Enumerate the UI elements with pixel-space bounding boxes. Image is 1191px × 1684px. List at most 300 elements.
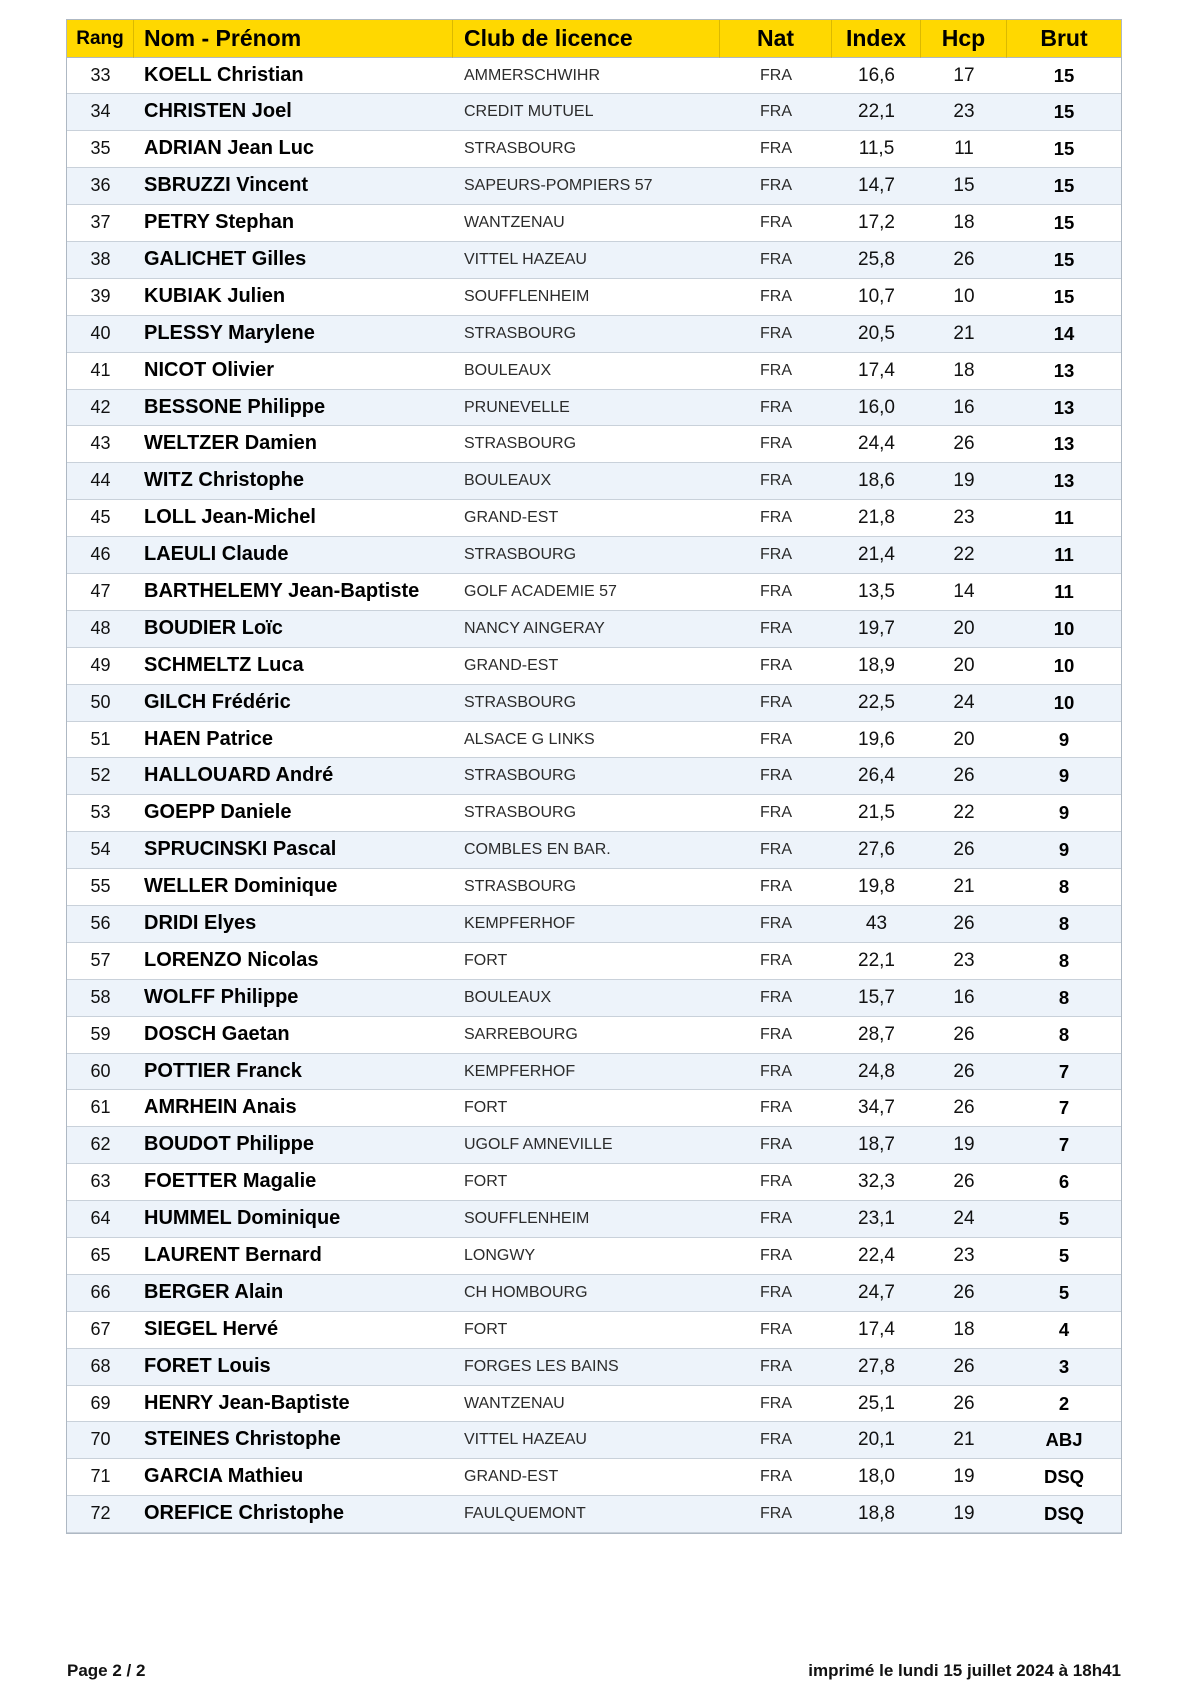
table-row <box>67 832 1121 869</box>
gross-score-cell: 8 <box>1058 949 1070 971</box>
player-name-cell: BOUDIER Loïc <box>144 616 283 639</box>
index-cell: 24,8 <box>858 1060 895 1082</box>
club-cell: STRASBOURG <box>464 878 577 896</box>
gross-score-cell: 13 <box>1053 470 1075 492</box>
nationality-cell: FRA <box>760 287 792 305</box>
nationality-cell: FRA <box>760 1136 792 1154</box>
gross-score-cell: 15 <box>1053 175 1075 197</box>
index-cell: 17,4 <box>858 359 895 381</box>
gross-score-cell: 5 <box>1058 1208 1070 1230</box>
rank-cell: 45 <box>90 507 111 528</box>
gross-score-cell: 10 <box>1053 617 1075 639</box>
table-row <box>67 316 1121 353</box>
handicap-cell: 22 <box>953 544 975 566</box>
table-row <box>67 722 1121 759</box>
player-name-cell: POTTIER Franck <box>144 1059 302 1082</box>
rank-cell: 65 <box>90 1245 111 1265</box>
handicap-cell: 18 <box>953 359 975 381</box>
handicap-cell: 18 <box>953 1318 975 1340</box>
gross-score-cell: 8 <box>1058 876 1070 898</box>
index-cell: 26,4 <box>858 765 895 787</box>
player-name-cell: SPRUCINSKI Pascal <box>144 838 337 861</box>
handicap-cell: 18 <box>953 212 975 234</box>
gross-score-cell: 6 <box>1058 1171 1070 1193</box>
player-name-cell: GARCIA Mathieu <box>144 1465 304 1488</box>
table-row <box>67 426 1121 463</box>
rank-cell: 52 <box>90 765 111 786</box>
index-cell: 18,6 <box>858 470 895 492</box>
table-row <box>67 1090 1121 1127</box>
player-name-cell: HALLOUARD André <box>144 764 334 787</box>
player-name-cell: PETRY Stephan <box>144 211 295 234</box>
gross-score-cell: DSQ <box>1043 1466 1085 1488</box>
handicap-cell: 26 <box>953 912 975 934</box>
gross-score-cell: DSQ <box>1043 1503 1085 1525</box>
index-cell: 24,7 <box>858 1281 895 1303</box>
rank-cell: 68 <box>90 1355 111 1376</box>
table-row <box>67 758 1121 795</box>
table-row <box>67 1496 1121 1533</box>
nationality-cell: FRA <box>760 1431 792 1449</box>
club-cell: GRAND-EST <box>464 656 559 674</box>
club-cell: SARREBOURG <box>464 1025 578 1043</box>
rank-cell: 40 <box>90 322 111 343</box>
index-cell: 16,6 <box>858 64 895 86</box>
club-cell: PRUNEVELLE <box>464 398 570 416</box>
table-row <box>67 205 1121 242</box>
player-name-cell: BESSONE Philippe <box>144 395 326 418</box>
gross-score-cell: 8 <box>1058 912 1070 934</box>
index-cell: 20,5 <box>858 322 895 344</box>
club-cell: FORT <box>464 1173 508 1191</box>
handicap-cell: 20 <box>953 654 975 676</box>
club-cell: BOULEAUX <box>464 988 552 1006</box>
gross-score-cell: ABJ <box>1045 1429 1083 1451</box>
rank-cell: 51 <box>90 728 111 749</box>
table-row <box>67 168 1121 205</box>
gross-score-cell: 13 <box>1053 359 1075 381</box>
gross-score-cell: 10 <box>1053 691 1075 713</box>
rank-cell: 61 <box>90 1097 111 1118</box>
index-cell: 24,4 <box>858 433 895 455</box>
index-cell: 27,8 <box>858 1355 895 1377</box>
player-name-cell: HAEN Patrice <box>144 727 273 750</box>
handicap-cell: 26 <box>953 1097 975 1119</box>
handicap-cell: 26 <box>953 765 975 787</box>
rank-cell: 72 <box>90 1503 111 1524</box>
index-cell: 17,2 <box>858 212 895 234</box>
rank-cell: 55 <box>90 876 111 897</box>
player-name-cell: LAURENT Bernard <box>144 1244 322 1266</box>
club-cell: STRASBOURG <box>464 767 577 785</box>
club-cell: KEMPFERHOF <box>464 914 576 932</box>
index-cell: 25,1 <box>858 1392 895 1414</box>
handicap-cell: 26 <box>953 839 975 861</box>
handicap-cell: 16 <box>953 396 975 418</box>
nationality-cell: FRA <box>760 66 792 84</box>
rank-cell: 36 <box>90 175 111 196</box>
index-cell: 20,1 <box>858 1429 895 1451</box>
table-row <box>67 980 1121 1017</box>
player-name-cell: KUBIAK Julien <box>144 284 286 307</box>
gross-score-cell: 8 <box>1058 986 1070 1008</box>
player-name-cell: AMRHEIN Anais <box>144 1096 297 1119</box>
gross-score-cell: 7 <box>1058 1060 1070 1082</box>
gross-score-cell: 7 <box>1058 1097 1070 1119</box>
player-name-cell: OREFICE Christophe <box>144 1502 345 1525</box>
page-number: Page 2 / 2 <box>67 1661 146 1680</box>
player-name-cell: LOLL Jean-Michel <box>144 506 316 529</box>
player-name-cell: BARTHELEMY Jean-Baptiste <box>144 579 420 602</box>
table-row <box>67 58 1121 95</box>
table-row <box>67 131 1121 168</box>
gross-score-cell: 15 <box>1053 138 1075 160</box>
gross-score-cell: 5 <box>1058 1281 1070 1303</box>
table-row <box>67 1017 1121 1054</box>
club-cell: ALSACE G LINKS <box>464 730 595 748</box>
handicap-cell: 21 <box>953 876 975 898</box>
handicap-cell: 23 <box>953 1245 975 1266</box>
index-cell: 11,5 <box>858 138 895 160</box>
player-name-cell: FORET Louis <box>144 1354 271 1377</box>
table-row <box>67 611 1121 648</box>
handicap-cell: 19 <box>953 1466 975 1488</box>
handicap-cell: 26 <box>953 1392 975 1414</box>
table-row <box>67 1164 1121 1201</box>
nationality-cell: FRA <box>760 177 792 195</box>
player-name-cell: NICOT Olivier <box>144 358 275 381</box>
gross-score-cell: 3 <box>1058 1355 1070 1377</box>
player-name-cell: WITZ Christophe <box>144 469 304 492</box>
club-cell: KEMPFERHOF <box>464 1062 576 1080</box>
handicap-cell: 26 <box>953 1281 975 1303</box>
handicap-cell: 26 <box>953 1355 975 1377</box>
club-cell: CH HOMBOURG <box>464 1283 588 1301</box>
nationality-cell: FRA <box>760 324 792 342</box>
index-cell: 18,0 <box>858 1466 895 1488</box>
index-cell: 22,4 <box>858 1245 895 1266</box>
club-cell: FORGES LES BAINS <box>464 1357 619 1375</box>
nationality-cell: FRA <box>760 767 792 785</box>
player-name-cell: BERGER Alain <box>144 1280 284 1303</box>
player-name-cell: HENRY Jean-Baptiste <box>144 1391 350 1414</box>
player-name-cell: CHRISTEN Joel <box>144 100 292 123</box>
player-name-cell: WELTZER Damien <box>144 432 317 455</box>
player-name-cell: LAEULI Claude <box>144 543 289 566</box>
index-cell: 21,4 <box>858 544 895 566</box>
club-cell: WANTZENAU <box>464 1394 565 1412</box>
club-cell: WANTZENAU <box>464 214 565 232</box>
player-name-cell: DRIDI Elyes <box>144 911 257 934</box>
rank-cell: 35 <box>90 138 111 159</box>
gross-score-cell: 15 <box>1053 101 1075 123</box>
nationality-cell: FRA <box>760 619 792 637</box>
club-cell: SOUFFLENHEIM <box>464 1210 590 1228</box>
index-cell: 19,7 <box>858 617 895 639</box>
nationality-cell: FRA <box>760 1099 792 1117</box>
index-cell: 21,5 <box>858 802 895 824</box>
rank-cell: 41 <box>90 359 111 380</box>
club-cell: BOULEAUX <box>464 472 552 490</box>
rank-cell: 60 <box>90 1060 111 1081</box>
rank-cell: 57 <box>90 949 111 970</box>
index-cell: 34,7 <box>858 1097 895 1119</box>
table-row <box>67 242 1121 279</box>
rank-cell: 70 <box>90 1429 111 1450</box>
player-name-cell: FOETTER Magalie <box>144 1170 317 1193</box>
club-cell: LONGWY <box>464 1247 536 1264</box>
index-cell: 23,1 <box>858 1208 895 1230</box>
player-name-cell: LORENZO Nicolas <box>144 948 319 971</box>
table-row <box>67 1275 1121 1312</box>
rank-cell: 43 <box>90 433 111 454</box>
handicap-cell: 23 <box>953 101 975 123</box>
club-cell: FORT <box>464 1320 508 1338</box>
results-table <box>67 20 1121 1533</box>
gross-score-cell: 9 <box>1058 802 1070 824</box>
index-cell: 15,7 <box>858 986 895 1008</box>
player-name-cell: WOLFF Philippe <box>144 985 299 1008</box>
handicap-cell: 16 <box>953 986 975 1008</box>
handicap-cell: 26 <box>953 248 975 270</box>
club-cell: SAPEURS-POMPIERS 57 <box>464 177 653 195</box>
club-cell: STRASBOURG <box>464 693 577 711</box>
nationality-cell: FRA <box>760 951 792 969</box>
nationality-cell: FRA <box>760 914 792 932</box>
gross-score-cell: 14 <box>1053 322 1075 344</box>
rank-cell: 62 <box>90 1134 111 1155</box>
club-cell: CREDIT MUTUEL <box>464 103 594 121</box>
index-cell: 22,1 <box>858 101 895 123</box>
handicap-cell: 21 <box>953 322 975 344</box>
index-cell: 25,8 <box>858 248 895 270</box>
nationality-cell: FRA <box>760 730 792 748</box>
index-cell: 18,7 <box>858 1134 895 1156</box>
handicap-cell: 19 <box>953 1134 975 1156</box>
club-cell: SOUFFLENHEIM <box>464 287 590 305</box>
gross-score-cell: 9 <box>1058 765 1070 787</box>
rank-cell: 66 <box>90 1281 111 1302</box>
table-row <box>67 574 1121 611</box>
nationality-cell: FRA <box>760 509 792 527</box>
rank-cell: 54 <box>90 839 111 860</box>
handicap-cell: 20 <box>953 617 975 639</box>
nationality-cell: FRA <box>760 1505 792 1523</box>
rank-cell: 58 <box>90 986 111 1007</box>
nationality-cell: FRA <box>760 103 792 121</box>
column-header-rank: Rang <box>67 20 134 58</box>
table-row <box>67 353 1121 390</box>
table-row <box>67 1054 1121 1091</box>
handicap-cell: 23 <box>953 949 975 971</box>
table-row <box>67 1422 1121 1459</box>
player-name-cell: GALICHET Gilles <box>144 247 307 270</box>
nationality-cell: FRA <box>760 988 792 1006</box>
nationality-cell: FRA <box>760 1247 792 1264</box>
gross-score-cell: 5 <box>1058 1245 1070 1266</box>
handicap-cell: 20 <box>953 728 975 750</box>
rank-cell: 63 <box>90 1171 111 1192</box>
rank-cell: 64 <box>90 1208 111 1229</box>
nationality-cell: FRA <box>760 1320 792 1338</box>
table-row <box>67 869 1121 906</box>
club-cell: STRASBOURG <box>464 435 577 453</box>
club-cell: COMBLES EN BAR. <box>464 841 611 859</box>
rank-cell: 56 <box>90 912 111 933</box>
column-header-club: Club de licence <box>453 20 720 58</box>
handicap-cell: 26 <box>953 433 975 455</box>
index-cell: 43 <box>865 912 888 934</box>
rank-cell: 49 <box>90 654 111 675</box>
club-cell: STRASBOURG <box>464 324 577 342</box>
nationality-cell: FRA <box>760 472 792 490</box>
handicap-cell: 19 <box>953 470 975 492</box>
gross-score-cell: 7 <box>1058 1134 1070 1156</box>
nationality-cell: FRA <box>760 582 792 600</box>
table-row <box>67 390 1121 427</box>
handicap-cell: 10 <box>953 285 975 307</box>
gross-score-cell: 11 <box>1054 544 1074 566</box>
club-cell: BOULEAUX <box>464 361 552 379</box>
player-name-cell: ADRIAN Jean Luc <box>144 137 315 160</box>
handicap-cell: 19 <box>953 1503 975 1525</box>
gross-score-cell: 11 <box>1054 507 1074 529</box>
column-header-player-name: Nom - Prénom <box>134 20 453 58</box>
gross-score-cell: 9 <box>1058 728 1070 750</box>
table-row <box>67 1459 1121 1496</box>
club-cell: FORT <box>464 951 508 969</box>
club-cell: STRASBOURG <box>464 804 577 822</box>
table-row <box>67 537 1121 574</box>
club-cell: STRASBOURG <box>464 140 577 158</box>
gross-score-cell: 13 <box>1053 396 1075 418</box>
gross-score-cell: 15 <box>1053 248 1075 270</box>
club-cell: VITTEL HAZEAU <box>464 250 587 268</box>
gross-score-cell: 15 <box>1053 64 1075 86</box>
gross-score-cell: 15 <box>1053 285 1075 307</box>
rank-cell: 47 <box>90 580 111 601</box>
club-cell: FAULQUEMONT <box>464 1505 586 1523</box>
nationality-cell: FRA <box>760 361 792 379</box>
club-cell: AMMERSCHWIHR <box>464 66 600 84</box>
player-name-cell: DOSCH Gaetan <box>144 1022 290 1045</box>
table-row <box>67 1127 1121 1164</box>
player-name-cell: GOEPP Daniele <box>144 801 292 824</box>
player-name-cell: SCHMELTZ Luca <box>144 653 304 676</box>
table-row <box>67 906 1121 943</box>
nationality-cell: FRA <box>760 398 792 416</box>
gross-score-cell: 8 <box>1058 1023 1070 1045</box>
nationality-cell: FRA <box>760 250 792 268</box>
nationality-cell: FRA <box>760 1025 792 1043</box>
club-cell: STRASBOURG <box>464 546 577 564</box>
nationality-cell: FRA <box>760 546 792 564</box>
rank-cell: 33 <box>90 64 111 85</box>
handicap-cell: 26 <box>953 1171 975 1193</box>
index-cell: 13,5 <box>858 580 895 602</box>
table-header <box>67 20 1121 58</box>
nationality-cell: FRA <box>760 1210 792 1228</box>
table-row <box>67 1201 1121 1238</box>
gross-score-cell: 10 <box>1053 654 1075 676</box>
player-name-cell: HUMMEL Dominique <box>144 1207 341 1230</box>
handicap-cell: 23 <box>953 507 975 529</box>
gross-score-cell: 11 <box>1054 580 1074 602</box>
table-row <box>67 685 1121 722</box>
player-name-cell: SBRUZZI Vincent <box>144 174 309 197</box>
player-name-cell: STEINES Christophe <box>144 1428 341 1451</box>
print-timestamp: imprimé le lundi 15 juillet 2024 à 18h41 <box>808 1661 1121 1680</box>
index-cell: 14,7 <box>858 175 895 197</box>
index-cell: 27,6 <box>858 839 895 861</box>
nationality-cell: FRA <box>760 1468 792 1486</box>
rank-cell: 42 <box>90 396 111 417</box>
table-row <box>67 648 1121 685</box>
nationality-cell: FRA <box>760 1173 792 1191</box>
index-cell: 19,6 <box>858 728 895 750</box>
club-cell: GRAND-EST <box>464 1468 559 1486</box>
index-cell: 21,8 <box>858 507 895 529</box>
index-cell: 19,8 <box>858 876 895 898</box>
rank-cell: 34 <box>90 101 111 122</box>
handicap-cell: 11 <box>954 138 974 160</box>
club-cell: GRAND-EST <box>464 509 559 527</box>
index-cell: 22,1 <box>858 949 895 971</box>
rank-cell: 69 <box>90 1392 111 1413</box>
table-row <box>67 1238 1121 1275</box>
nationality-cell: FRA <box>760 693 792 711</box>
handicap-cell: 26 <box>953 1060 975 1082</box>
nationality-cell: FRA <box>760 214 792 232</box>
club-cell: VITTEL HAZEAU <box>464 1431 587 1449</box>
player-name-cell: GILCH Frédéric <box>144 690 291 713</box>
column-header-index: Index <box>832 20 921 58</box>
table-row <box>67 463 1121 500</box>
nationality-cell: FRA <box>760 1394 792 1412</box>
handicap-cell: 21 <box>953 1429 975 1451</box>
table-row <box>67 1386 1121 1423</box>
rank-cell: 53 <box>90 802 111 823</box>
club-cell: GOLF ACADEMIE 57 <box>464 582 617 600</box>
nationality-cell: FRA <box>760 1357 792 1375</box>
gross-score-cell: 15 <box>1053 212 1075 234</box>
index-cell: 10,7 <box>858 285 895 307</box>
nationality-cell: FRA <box>760 841 792 859</box>
table-row <box>67 94 1121 131</box>
column-header-nationality: Nat <box>720 20 832 58</box>
index-cell: 22,5 <box>858 691 895 713</box>
rank-cell: 48 <box>90 617 111 638</box>
gross-score-cell: 4 <box>1058 1318 1070 1340</box>
index-cell: 16,0 <box>858 396 895 418</box>
handicap-cell: 14 <box>953 580 975 602</box>
index-cell: 32,3 <box>858 1171 895 1193</box>
column-header-handicap: Hcp <box>921 20 1007 58</box>
index-cell: 28,7 <box>858 1023 895 1045</box>
rank-cell: 67 <box>90 1318 111 1339</box>
player-name-cell: SIEGEL Hervé <box>144 1317 279 1340</box>
gross-score-cell: 13 <box>1053 433 1075 455</box>
table-row <box>67 1349 1121 1386</box>
club-cell: NANCY AINGERAY <box>464 619 605 637</box>
index-cell: 18,9 <box>858 654 895 676</box>
nationality-cell: FRA <box>760 656 792 674</box>
index-cell: 18,8 <box>858 1503 895 1525</box>
rank-cell: 46 <box>90 544 111 565</box>
table-row <box>67 500 1121 537</box>
table-row <box>67 795 1121 832</box>
table-body <box>67 58 1121 1534</box>
